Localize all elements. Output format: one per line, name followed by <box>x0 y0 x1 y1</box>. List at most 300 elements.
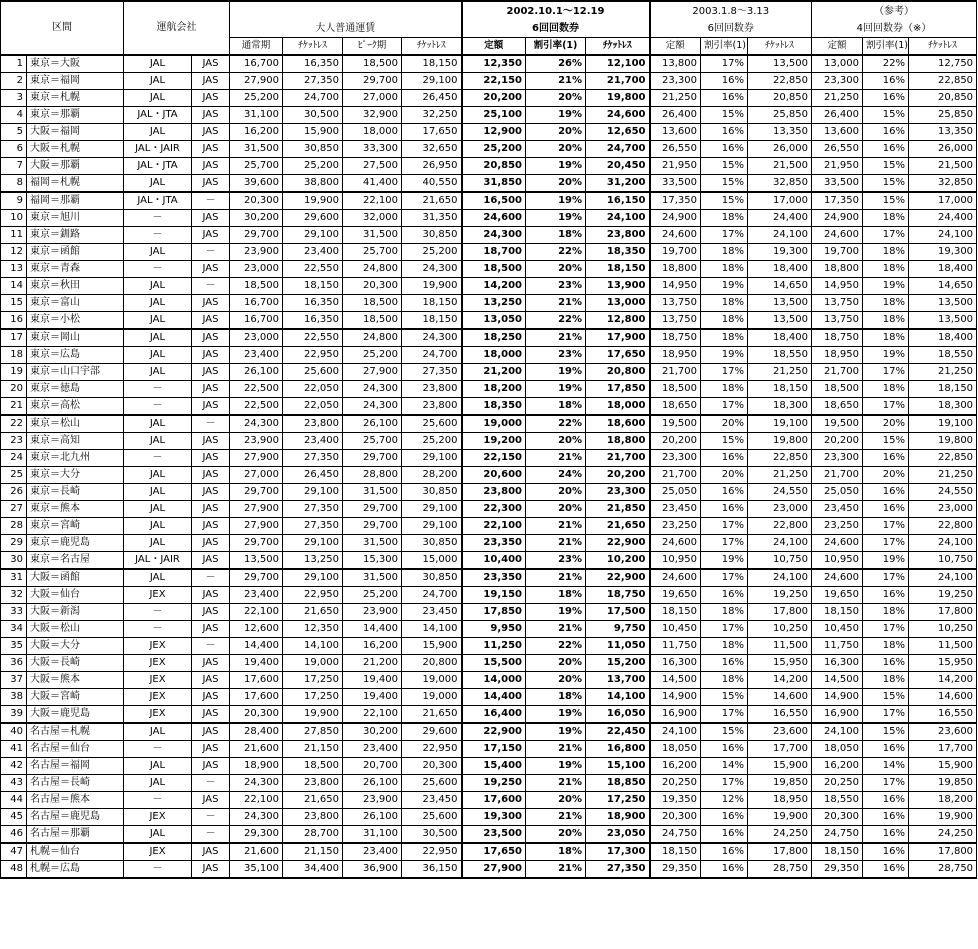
table-row <box>1 775 977 792</box>
cell-p2-fixed: 24,900 <box>650 210 701 227</box>
cell-p1-fixed: 20,600 <box>462 467 526 484</box>
cell-ref-fixed: 23,300 <box>812 73 863 90</box>
cell-ref-ticketless: 23,000 <box>909 501 977 518</box>
cell-carrier-jas: JAS <box>192 689 230 706</box>
cell-row-number: 39 <box>1 706 27 724</box>
cell-p1-fixed: 18,200 <box>462 381 526 398</box>
cell-p2-ticketless: 26,000 <box>748 141 812 158</box>
cell-p2-ticketless: 19,800 <box>748 433 812 450</box>
cell-row-number: 5 <box>1 124 27 141</box>
cell-fare-regular-ticketless: 12,350 <box>283 621 343 638</box>
cell-p2-fixed: 18,050 <box>650 741 701 758</box>
cell-p2-discount: 17% <box>701 569 748 587</box>
cell-fare-peak: 26,100 <box>343 415 402 433</box>
cell-p2-discount: 18% <box>701 381 748 398</box>
cell-fare-peak: 24,800 <box>343 261 402 278</box>
cell-ref-ticketless: 16,550 <box>909 706 977 724</box>
cell-fare-regular-ticketless: 15,900 <box>283 124 343 141</box>
period2-title: 6回回数券 <box>650 21 812 38</box>
cell-p1-discount: 20% <box>526 141 586 158</box>
cell-ref-fixed: 13,750 <box>812 295 863 312</box>
cell-fare-regular-ticketless: 22,550 <box>283 329 343 347</box>
cell-row-number: 13 <box>1 261 27 278</box>
cell-ref-ticketless: 17,800 <box>909 843 977 861</box>
cell-fare-regular: 29,700 <box>230 569 283 587</box>
cell-carrier-jas: JAS <box>192 398 230 416</box>
cell-row-number: 26 <box>1 484 27 501</box>
cell-carrier-jal: － <box>124 604 192 621</box>
cell-p1-fixed: 23,500 <box>462 826 526 844</box>
cell-fare-peak: 20,700 <box>343 758 402 775</box>
cell-p2-fixed: 25,050 <box>650 484 701 501</box>
cell-fare-regular-ticketless: 25,200 <box>283 158 343 175</box>
cell-fare-regular: 35,100 <box>230 861 283 879</box>
cell-route: 東京＝高知 <box>27 433 124 450</box>
cell-route: 東京＝広島 <box>27 347 124 364</box>
cell-p1-ticketless: 22,900 <box>586 535 650 552</box>
cell-fare-peak: 21,200 <box>343 655 402 672</box>
cell-p2-discount: 18% <box>701 210 748 227</box>
cell-p1-ticketless: 13,700 <box>586 672 650 689</box>
cell-fare-peak: 29,700 <box>343 450 402 467</box>
cell-p1-discount: 22% <box>526 244 586 261</box>
cell-carrier-jas: JAS <box>192 158 230 175</box>
table-row <box>1 278 977 295</box>
cell-fare-regular: 18,500 <box>230 278 283 295</box>
cell-ref-fixed: 13,600 <box>812 124 863 141</box>
cell-p1-fixed: 14,000 <box>462 672 526 689</box>
cell-carrier-jal: JAL <box>124 329 192 347</box>
cell-route: 名古屋＝熊本 <box>27 792 124 809</box>
cell-carrier-jal: － <box>124 792 192 809</box>
cell-ref-fixed: 18,150 <box>812 604 863 621</box>
cell-route: 福岡＝那覇 <box>27 192 124 210</box>
cell-fare-peak-ticketless: 23,800 <box>402 398 462 416</box>
cell-p2-discount: 18% <box>701 244 748 261</box>
cell-fare-peak: 28,800 <box>343 467 402 484</box>
cell-fare-peak-ticketless: 36,150 <box>402 861 462 879</box>
table-row <box>1 192 977 210</box>
cell-ref-discount: 17% <box>863 569 909 587</box>
cell-ref-discount: 16% <box>863 501 909 518</box>
table-row <box>1 364 977 381</box>
cell-fare-peak: 29,700 <box>343 518 402 535</box>
cell-ref-fixed: 18,550 <box>812 792 863 809</box>
cell-fare-peak-ticketless: 29,100 <box>402 501 462 518</box>
cell-p2-discount: 17% <box>701 775 748 792</box>
cell-ref-fixed: 18,950 <box>812 347 863 364</box>
cell-p1-ticketless: 24,700 <box>586 141 650 158</box>
cell-fare-regular: 27,900 <box>230 450 283 467</box>
cell-fare-peak-ticketless: 26,950 <box>402 158 462 175</box>
cell-p1-ticketless: 12,100 <box>586 55 650 73</box>
cell-p1-ticketless: 20,800 <box>586 364 650 381</box>
cell-ref-ticketless: 18,550 <box>909 347 977 364</box>
cell-p1-fixed: 17,850 <box>462 604 526 621</box>
cell-carrier-jal: JAL <box>124 364 192 381</box>
cell-ref-fixed: 17,350 <box>812 192 863 210</box>
cell-carrier-jal: JAL <box>124 278 192 295</box>
cell-ref-ticketless: 17,700 <box>909 741 977 758</box>
cell-ref-discount: 14% <box>863 758 909 775</box>
cell-ref-ticketless: 23,600 <box>909 723 977 741</box>
cell-p1-ticketless: 15,200 <box>586 655 650 672</box>
cell-p2-discount: 19% <box>701 278 748 295</box>
cell-p2-discount: 17% <box>701 535 748 552</box>
cell-fare-peak: 22,100 <box>343 192 402 210</box>
table-row <box>1 227 977 244</box>
cell-p2-fixed: 26,550 <box>650 141 701 158</box>
cell-carrier-jas: JAS <box>192 210 230 227</box>
table-row <box>1 792 977 809</box>
cell-carrier-jas: － <box>192 244 230 261</box>
cell-route: 大阪＝長崎 <box>27 655 124 672</box>
cell-p1-fixed: 21,200 <box>462 364 526 381</box>
cell-fare-regular-ticketless: 34,400 <box>283 861 343 879</box>
cell-carrier-jal: － <box>124 398 192 416</box>
cell-carrier-jas: － <box>192 826 230 844</box>
col-peak-ticketless: ﾁｹｯﾄﾚｽ <box>402 38 462 56</box>
cell-ref-ticketless: 13,500 <box>909 295 977 312</box>
table-row <box>1 90 977 107</box>
col-p2-discount: 割引率(1) <box>701 38 748 56</box>
cell-p1-discount: 18% <box>526 587 586 604</box>
cell-route: 東京＝旭川 <box>27 210 124 227</box>
cell-fare-regular-ticketless: 29,100 <box>283 484 343 501</box>
cell-fare-peak: 32,900 <box>343 107 402 124</box>
cell-carrier-jal: － <box>124 621 192 638</box>
cell-ref-discount: 17% <box>863 706 909 724</box>
cell-carrier-jas: JAS <box>192 655 230 672</box>
cell-p1-fixed: 16,500 <box>462 192 526 210</box>
cell-p1-discount: 24% <box>526 467 586 484</box>
table-row <box>1 244 977 261</box>
cell-row-number: 37 <box>1 672 27 689</box>
cell-row-number: 28 <box>1 518 27 535</box>
table-row <box>1 73 977 90</box>
cell-row-number: 9 <box>1 192 27 210</box>
table-row <box>1 706 977 724</box>
cell-p2-fixed: 13,750 <box>650 312 701 330</box>
cell-route: 大阪＝大分 <box>27 638 124 655</box>
cell-p2-ticketless: 22,850 <box>748 73 812 90</box>
cell-ref-fixed: 21,700 <box>812 364 863 381</box>
cell-p1-fixed: 25,100 <box>462 107 526 124</box>
cell-p1-fixed: 19,150 <box>462 587 526 604</box>
cell-p2-ticketless: 17,800 <box>748 604 812 621</box>
cell-fare-regular: 30,200 <box>230 210 283 227</box>
cell-p1-discount: 21% <box>526 741 586 758</box>
table-row <box>1 604 977 621</box>
cell-p1-discount: 20% <box>526 792 586 809</box>
cell-carrier-jas: JAS <box>192 124 230 141</box>
cell-p2-ticketless: 10,750 <box>748 552 812 570</box>
cell-p1-ticketless: 17,650 <box>586 347 650 364</box>
cell-ref-discount: 16% <box>863 90 909 107</box>
cell-fare-regular-ticketless: 29,600 <box>283 210 343 227</box>
cell-p1-discount: 21% <box>526 621 586 638</box>
cell-fare-regular-ticketless: 21,150 <box>283 843 343 861</box>
cell-carrier-jal: JAL <box>124 723 192 741</box>
cell-ref-fixed: 14,500 <box>812 672 863 689</box>
cell-route: 大阪＝新潟 <box>27 604 124 621</box>
cell-fare-regular: 29,700 <box>230 227 283 244</box>
cell-p1-discount: 19% <box>526 210 586 227</box>
cell-ref-ticketless: 19,900 <box>909 809 977 826</box>
cell-ref-discount: 19% <box>863 278 909 295</box>
cell-ref-ticketless: 26,000 <box>909 141 977 158</box>
cell-ref-ticketless: 18,300 <box>909 398 977 416</box>
cell-row-number: 25 <box>1 467 27 484</box>
cell-ref-ticketless: 15,950 <box>909 655 977 672</box>
cell-fare-peak: 30,200 <box>343 723 402 741</box>
cell-fare-peak: 23,400 <box>343 741 402 758</box>
cell-carrier-jas: JAS <box>192 467 230 484</box>
table-row <box>1 450 977 467</box>
cell-fare-regular: 25,700 <box>230 158 283 175</box>
cell-p1-fixed: 23,800 <box>462 484 526 501</box>
cell-fare-regular: 14,400 <box>230 638 283 655</box>
cell-route: 東京＝徳島 <box>27 381 124 398</box>
cell-p1-discount: 19% <box>526 758 586 775</box>
cell-route: 大阪＝函館 <box>27 569 124 587</box>
cell-row-number: 34 <box>1 621 27 638</box>
cell-p1-discount: 22% <box>526 312 586 330</box>
cell-fare-regular: 21,600 <box>230 741 283 758</box>
cell-fare-regular-ticketless: 21,650 <box>283 792 343 809</box>
cell-p2-ticketless: 25,850 <box>748 107 812 124</box>
cell-p2-fixed: 24,750 <box>650 826 701 844</box>
cell-ref-ticketless: 19,250 <box>909 587 977 604</box>
cell-p2-fixed: 20,250 <box>650 775 701 792</box>
cell-route: 東京＝富山 <box>27 295 124 312</box>
cell-p1-fixed: 12,900 <box>462 124 526 141</box>
cell-ref-discount: 20% <box>863 467 909 484</box>
cell-p2-fixed: 26,400 <box>650 107 701 124</box>
cell-fare-regular-ticketless: 14,100 <box>283 638 343 655</box>
cell-p1-fixed: 15,400 <box>462 758 526 775</box>
cell-carrier-jas: JAS <box>192 295 230 312</box>
cell-p2-ticketless: 24,550 <box>748 484 812 501</box>
cell-route: 東京＝宮崎 <box>27 518 124 535</box>
cell-fare-regular-ticketless: 29,100 <box>283 569 343 587</box>
cell-route: 名古屋＝仙台 <box>27 741 124 758</box>
cell-fare-peak-ticketless: 20,300 <box>402 758 462 775</box>
cell-carrier-jas: JAS <box>192 587 230 604</box>
cell-p2-ticketless: 23,600 <box>748 723 812 741</box>
cell-p2-discount: 17% <box>701 706 748 724</box>
cell-route: 東京＝小松 <box>27 312 124 330</box>
cell-p1-discount: 22% <box>526 415 586 433</box>
table-row <box>1 741 977 758</box>
cell-fare-regular-ticketless: 29,100 <box>283 535 343 552</box>
cell-fare-peak: 25,700 <box>343 244 402 261</box>
cell-route: 東京＝大阪 <box>27 55 124 73</box>
table-row <box>1 158 977 175</box>
cell-fare-peak: 31,100 <box>343 826 402 844</box>
cell-p2-ticketless: 21,250 <box>748 364 812 381</box>
cell-fare-regular-ticketless: 27,850 <box>283 723 343 741</box>
cell-p1-fixed: 22,900 <box>462 723 526 741</box>
cell-ref-fixed: 21,250 <box>812 90 863 107</box>
cell-fare-peak: 18,500 <box>343 295 402 312</box>
cell-ref-discount: 16% <box>863 450 909 467</box>
cell-row-number: 47 <box>1 843 27 861</box>
cell-p1-fixed: 12,350 <box>462 55 526 73</box>
cell-row-number: 42 <box>1 758 27 775</box>
cell-p1-discount: 18% <box>526 398 586 416</box>
cell-carrier-jal: JAL・JTA <box>124 192 192 210</box>
cell-fare-regular: 23,000 <box>230 329 283 347</box>
cell-p2-discount: 18% <box>701 261 748 278</box>
cell-carrier-jas: JAS <box>192 843 230 861</box>
cell-row-number: 22 <box>1 415 27 433</box>
cell-carrier-jas: JAS <box>192 312 230 330</box>
cell-route: 東京＝熊本 <box>27 501 124 518</box>
cell-p2-fixed: 14,900 <box>650 689 701 706</box>
cell-p2-discount: 18% <box>701 672 748 689</box>
cell-p1-ticketless: 23,800 <box>586 227 650 244</box>
cell-fare-regular-ticketless: 22,950 <box>283 347 343 364</box>
cell-fare-peak: 33,300 <box>343 141 402 158</box>
cell-p1-discount: 20% <box>526 672 586 689</box>
cell-fare-peak-ticketless: 26,450 <box>402 90 462 107</box>
cell-fare-regular-ticketless: 22,950 <box>283 587 343 604</box>
cell-p2-fixed: 29,350 <box>650 861 701 879</box>
cell-carrier-jas: JAS <box>192 73 230 90</box>
cell-row-number: 41 <box>1 741 27 758</box>
cell-fare-peak: 23,900 <box>343 792 402 809</box>
cell-fare-regular: 16,200 <box>230 124 283 141</box>
cell-p1-fixed: 20,850 <box>462 158 526 175</box>
cell-fare-peak: 24,300 <box>343 381 402 398</box>
cell-p1-discount: 20% <box>526 826 586 844</box>
cell-ref-ticketless: 25,850 <box>909 107 977 124</box>
cell-p2-ticketless: 14,200 <box>748 672 812 689</box>
cell-fare-regular-ticketless: 23,800 <box>283 415 343 433</box>
cell-fare-peak: 29,700 <box>343 501 402 518</box>
cell-fare-regular-ticketless: 26,450 <box>283 467 343 484</box>
cell-fare-peak-ticketless: 29,100 <box>402 73 462 90</box>
cell-p1-fixed: 22,300 <box>462 501 526 518</box>
cell-p2-ticketless: 19,850 <box>748 775 812 792</box>
cell-route: 名古屋＝福岡 <box>27 758 124 775</box>
cell-p1-fixed: 14,200 <box>462 278 526 295</box>
col-ref-ticketless: ﾁｹｯﾄﾚｽ <box>909 38 977 56</box>
period1-title: 6回回数券 <box>462 21 650 38</box>
cell-p1-ticketless: 18,600 <box>586 415 650 433</box>
cell-p2-ticketless: 24,100 <box>748 569 812 587</box>
cell-p1-fixed: 24,300 <box>462 227 526 244</box>
cell-ref-ticketless: 24,550 <box>909 484 977 501</box>
table-header <box>1 1 977 55</box>
cell-p2-fixed: 13,750 <box>650 295 701 312</box>
cell-p1-discount: 21% <box>526 329 586 347</box>
cell-fare-peak: 31,500 <box>343 569 402 587</box>
cell-p2-discount: 15% <box>701 192 748 210</box>
carrier-header: 運航会社 <box>124 1 230 55</box>
cell-p2-ticketless: 13,350 <box>748 124 812 141</box>
table-row <box>1 175 977 193</box>
cell-fare-regular: 13,500 <box>230 552 283 570</box>
cell-p2-ticketless: 18,400 <box>748 329 812 347</box>
cell-ref-ticketless: 10,250 <box>909 621 977 638</box>
cell-p1-ticketless: 20,450 <box>586 158 650 175</box>
cell-fare-regular: 31,500 <box>230 141 283 158</box>
cell-row-number: 36 <box>1 655 27 672</box>
cell-ref-discount: 16% <box>863 792 909 809</box>
cell-fare-regular: 27,900 <box>230 73 283 90</box>
cell-route: 名古屋＝長崎 <box>27 775 124 792</box>
cell-fare-regular: 12,600 <box>230 621 283 638</box>
cell-fare-peak-ticketless: 23,450 <box>402 792 462 809</box>
cell-p2-ticketless: 18,150 <box>748 381 812 398</box>
cell-ref-discount: 18% <box>863 295 909 312</box>
cell-fare-regular: 25,200 <box>230 90 283 107</box>
cell-fare-peak-ticketless: 29,600 <box>402 723 462 741</box>
cell-fare-peak: 20,300 <box>343 278 402 295</box>
cell-route: 名古屋＝札幌 <box>27 723 124 741</box>
col-p1-ticketless: ﾁｹｯﾄﾚｽ <box>586 38 650 56</box>
table-row <box>1 107 977 124</box>
cell-ref-ticketless: 24,250 <box>909 826 977 844</box>
cell-fare-regular-ticketless: 27,350 <box>283 450 343 467</box>
cell-p2-ticketless: 28,750 <box>748 861 812 879</box>
cell-route: 大阪＝松山 <box>27 621 124 638</box>
cell-route: 大阪＝鹿児島 <box>27 706 124 724</box>
cell-row-number: 2 <box>1 73 27 90</box>
cell-route: 東京＝岡山 <box>27 329 124 347</box>
cell-fare-peak-ticketless: 22,950 <box>402 741 462 758</box>
cell-p2-fixed: 18,500 <box>650 381 701 398</box>
cell-carrier-jal: JEX <box>124 689 192 706</box>
cell-fare-regular: 21,600 <box>230 843 283 861</box>
cell-ref-discount: 15% <box>863 107 909 124</box>
cell-p1-fixed: 20,200 <box>462 90 526 107</box>
cell-ref-fixed: 24,900 <box>812 210 863 227</box>
col-ref-discount: 割引率(1) <box>863 38 909 56</box>
cell-ref-ticketless: 14,650 <box>909 278 977 295</box>
cell-fare-peak: 36,900 <box>343 861 402 879</box>
cell-fare-peak: 23,900 <box>343 604 402 621</box>
cell-fare-regular: 29,700 <box>230 535 283 552</box>
cell-fare-regular: 24,300 <box>230 775 283 792</box>
cell-ref-ticketless: 10,750 <box>909 552 977 570</box>
cell-ref-discount: 17% <box>863 364 909 381</box>
cell-p1-ticketless: 21,700 <box>586 73 650 90</box>
col-p1-discount: 割引率(1) <box>526 38 586 56</box>
cell-fare-regular-ticketless: 25,600 <box>283 364 343 381</box>
cell-p1-ticketless: 9,750 <box>586 621 650 638</box>
cell-carrier-jal: JAL <box>124 535 192 552</box>
cell-carrier-jas: － <box>192 569 230 587</box>
cell-p1-ticketless: 18,750 <box>586 587 650 604</box>
cell-ref-discount: 18% <box>863 604 909 621</box>
cell-p1-ticketless: 18,800 <box>586 433 650 450</box>
cell-ref-ticketless: 15,900 <box>909 758 977 775</box>
cell-fare-peak: 24,800 <box>343 329 402 347</box>
cell-p1-ticketless: 17,900 <box>586 329 650 347</box>
cell-row-number: 19 <box>1 364 27 381</box>
cell-fare-peak: 31,500 <box>343 227 402 244</box>
cell-ref-ticketless: 22,850 <box>909 450 977 467</box>
cell-p2-discount: 15% <box>701 107 748 124</box>
cell-p2-fixed: 21,250 <box>650 90 701 107</box>
cell-ref-discount: 15% <box>863 723 909 741</box>
cell-p1-discount: 23% <box>526 552 586 570</box>
cell-carrier-jal: JAL <box>124 758 192 775</box>
cell-p1-fixed: 9,950 <box>462 621 526 638</box>
